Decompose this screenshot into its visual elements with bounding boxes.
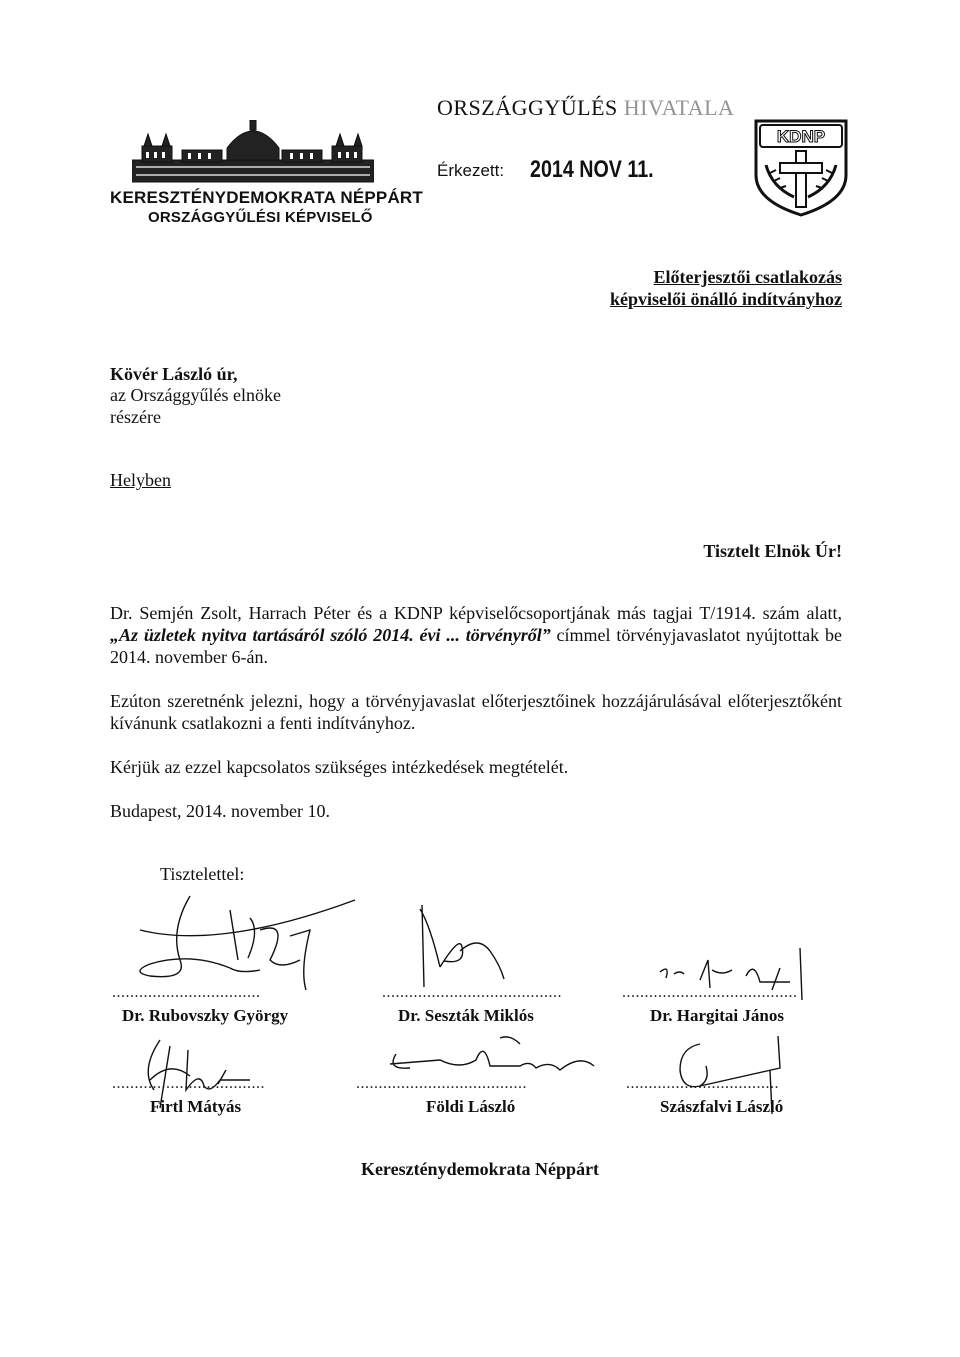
signatory-name: Firtl Mátyás: [150, 1097, 242, 1116]
parliament-building-icon: [132, 120, 374, 186]
salutation: Tisztelt Elnök Úr!: [703, 541, 842, 561]
signature-line: ........................................: [382, 984, 562, 1001]
paragraph-1-start: Dr. Semjén Zsolt, Harrach Péter és a KDNP képviselőcsoportjának más tagjai T/1914. szám alatt,: [110, 603, 842, 623]
addressee-for: részére: [110, 407, 161, 427]
signature-line: ..................................: [626, 1075, 779, 1092]
signatory-name: Dr. Rubovszky György: [122, 1006, 289, 1025]
signatory-name: Dr. Hargitai János: [650, 1006, 784, 1025]
closing: Tisztelettel:: [160, 864, 245, 884]
party-name: KERESZTÉNYDEMOKRATA NÉPPÁRT: [110, 188, 423, 207]
paragraph-1-end: címmel törvényjavaslatot nyújtottak be 2014. november 6-án.: [110, 625, 842, 667]
body-paragraph-3: Kérjük az ezzel kapcsolatos szükséges intézkedések megtételét.: [110, 757, 569, 777]
kdnp-cross-shield-icon: [752, 117, 850, 217]
signature-line: ..................................: [112, 1075, 265, 1092]
received-date: 2014 NOV 11.: [530, 156, 654, 183]
body-paragraph-1: [110, 602, 842, 668]
signature-line: .................................: [112, 984, 261, 1001]
signature-szesztak: [400, 895, 530, 995]
stamp-office-suffix: HIVATALA: [617, 95, 735, 120]
received-label: Érkezett:: [437, 161, 505, 180]
signatory-name: Szászfalvi László: [660, 1097, 784, 1116]
document-title-line-1: Előterjesztői csatlakozás: [653, 267, 842, 287]
signature-line: .......................................: [622, 984, 798, 1001]
body-paragraph-2: Ezúton szeretnénk jelezni, hogy a törvényjavaslat előterjesztőinek hozzájárulásával előterjesztőként kívánunk csatlakozni a fenti indítványhoz.: [110, 691, 842, 733]
footer-party-name: Kereszténydemokrata Néppárt: [360, 1159, 600, 1179]
addressee-title: az Országgyűlés elnöke: [110, 385, 281, 405]
document-title-line-2: képviselői önálló indítványhoz: [609, 289, 842, 309]
bill-title: „Az üzletek nyitva tartásáról szóló 2014. évi ... törvényről”: [110, 625, 551, 645]
signature-line: ......................................: [356, 1075, 527, 1092]
stamp-office-prefix: ORSZÁGGYŰLÉS: [437, 95, 618, 120]
representative-role: ORSZÁGGYŰLÉSI KÉPVISELŐ: [148, 209, 373, 226]
received-stamp-title: [437, 95, 734, 121]
place-date: Budapest, 2014. november 10.: [110, 801, 330, 821]
location: Helyben: [110, 470, 171, 490]
kdnp-logo-text: KDNP: [776, 127, 826, 146]
signatory-name: Dr. Seszták Miklós: [398, 1006, 534, 1025]
signatory-name: Földi László: [426, 1097, 516, 1116]
addressee-name: Kövér László úr,: [110, 364, 238, 384]
